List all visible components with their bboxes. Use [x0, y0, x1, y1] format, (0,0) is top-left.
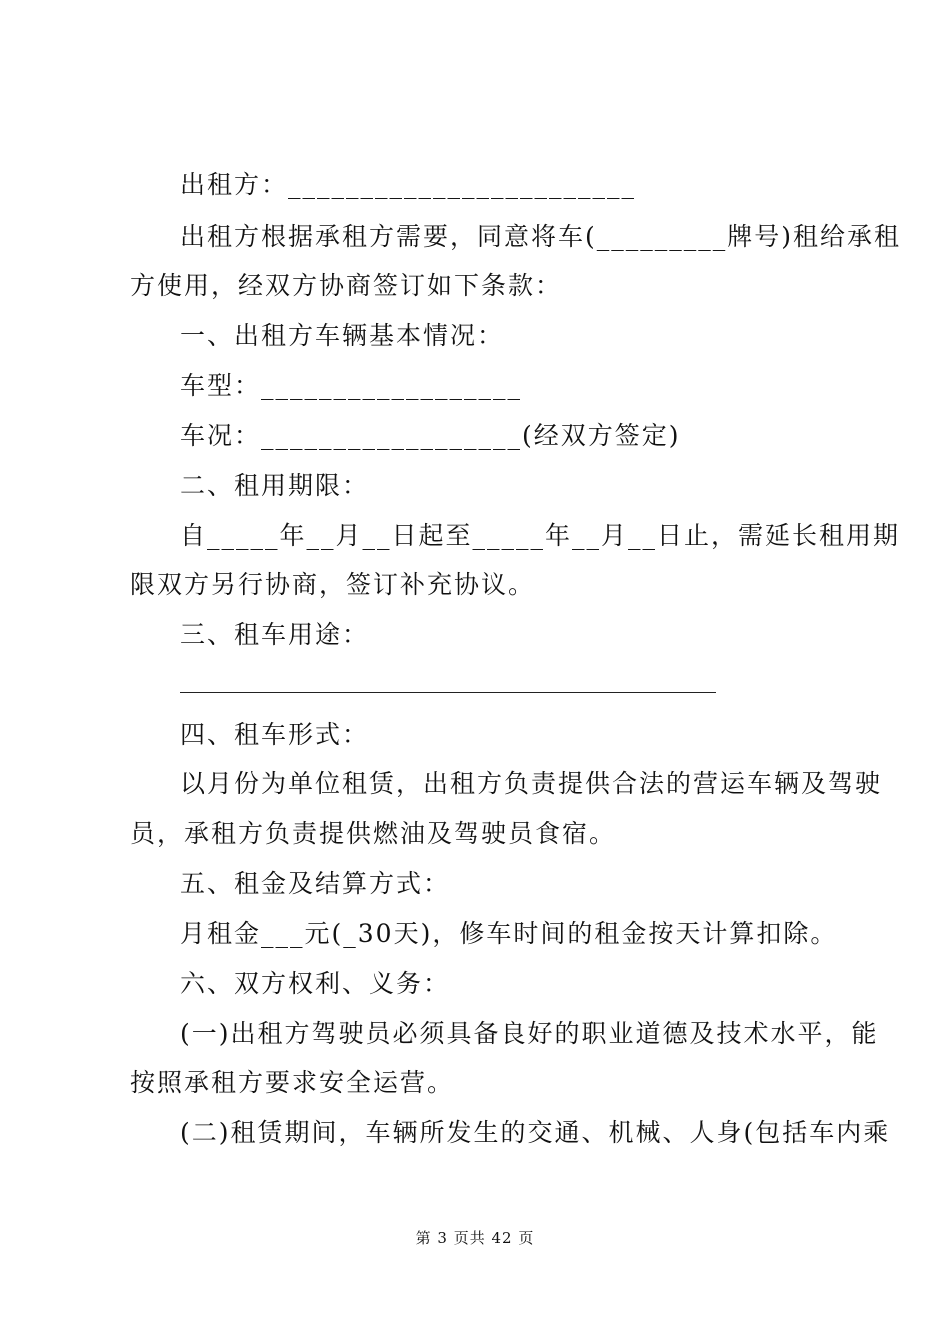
lessor-line: 出租方：________________________ [180, 170, 637, 199]
clause-2-line-1: (二)租赁期间，车辆所发生的交通、机械、人身(包括车内乘 [180, 1118, 891, 1147]
rental-period-line-2: 限双方另行协商，签订补充协议。 [130, 570, 536, 599]
rental-form-line-1: 以月份为单位租赁，出租方负责提供合法的营运车辆及驾驶 [180, 769, 883, 798]
section-1-heading: 一、出租方车辆基本情况： [180, 321, 505, 350]
intro-paragraph-line-1: 出租方根据承租方需要，同意将车(_________牌号)租给承租 [180, 222, 902, 251]
section-3-heading: 三、租车用途： [180, 620, 370, 649]
vehicle-condition-line: 车况：__________________(经双方签定) [180, 421, 681, 450]
clause-1-line-1: (一)出租方驾驶员必须具备良好的职业道德及技术水平，能 [180, 1019, 879, 1048]
intro-paragraph-line-2: 方使用，经双方协商签订如下条款： [130, 271, 563, 300]
section-6-heading: 六、双方权利、义务： [180, 969, 451, 998]
page-number-footer: 第 3 页共 42 页 [415, 1229, 535, 1247]
vehicle-model-line: 车型：__________________ [180, 371, 523, 400]
section-4-heading: 四、租车形式： [180, 720, 370, 749]
rental-period-line-1: 自_____年__月__日起至_____年__月__日止，需延长租用期 [180, 521, 901, 550]
clause-1-line-2: 按照承租方要求安全运营。 [130, 1068, 455, 1097]
section-2-heading: 二、租用期限： [180, 471, 370, 500]
rent-amount-line: 月租金___元(_30天)，修车时间的租金按天计算扣除。 [180, 919, 838, 948]
rental-form-line-2: 员，承租方负责提供燃油及驾驶员食宿。 [130, 819, 617, 848]
purpose-blank-line [180, 692, 716, 693]
section-5-heading: 五、租金及结算方式： [180, 869, 451, 898]
